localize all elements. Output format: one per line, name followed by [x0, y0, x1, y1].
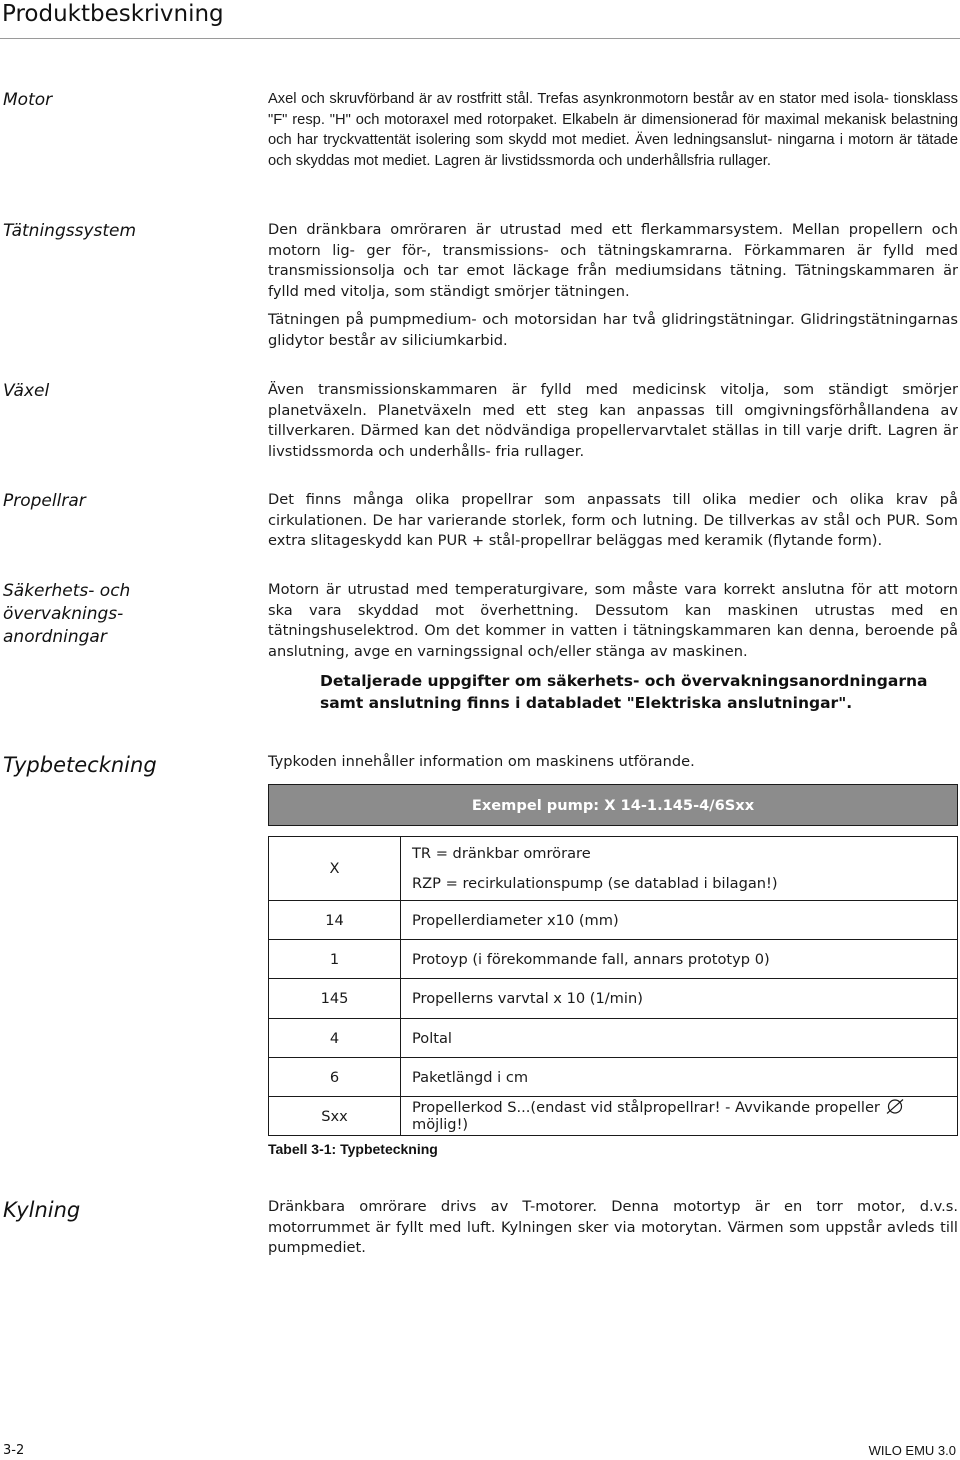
- table-code: 145: [269, 979, 401, 1019]
- table-desc: Paketlängd i cm: [401, 1058, 958, 1097]
- gear-line: fria rullager.: [495, 442, 585, 460]
- sealing-line: glidytor består av siliciumkarbid.: [268, 331, 508, 349]
- typecode-table-header: Exempel pump: X 14-1.145-4/6Sxx: [269, 785, 958, 826]
- table-code: 6: [269, 1058, 401, 1097]
- safety-line: Motorn är utrustad med temperaturgivare, som måste vara korrekt anslutna för att motorn ska vara: [268, 581, 958, 619]
- propellers-text: [268, 490, 958, 552]
- table-desc-line: RZP = recirkulationspump (se datablad i bilagan!): [412, 874, 778, 892]
- section-label-typecode: Typbeteckning: [3, 753, 157, 777]
- safety-line: och/eller stänga av maskinen.: [527, 642, 748, 660]
- table-row: [269, 1058, 958, 1097]
- table-code: 4: [269, 1019, 401, 1058]
- cooling-text: [268, 1197, 958, 1259]
- safety-line: kommer in vatten i tätningskammaren kan denna, beroende på anslutning, avge en varningssignal: [268, 622, 958, 660]
- motor-line: rullager.: [718, 152, 771, 169]
- table-row: [269, 901, 958, 940]
- table-row: [269, 1097, 958, 1136]
- cooling-line: Dränkbara omrörare drivs av T-motorer. Denna motortyp är en torr motor, d.v.s. motorrummet är: [268, 1198, 958, 1236]
- document-name: WILO EMU 3.0: [868, 1443, 956, 1458]
- table-spacer: [269, 826, 958, 837]
- title-rule: [0, 38, 960, 39]
- gear-text: [268, 380, 958, 462]
- table-code: 1: [269, 940, 401, 979]
- gear-line: Även transmissionskammaren är fylld med medicinsk vitolja, som ständigt smörjer planetväxeln.: [268, 381, 958, 419]
- safety-label-line2: anordningar: [3, 627, 107, 647]
- table-desc: [401, 837, 958, 901]
- propellers-line: Det finns många olika propellrar som anpassats till olika medier och olika krav på cirkulationen. De: [268, 491, 958, 529]
- gear-line: Planetväxeln med ett steg kan anpassas till omgivningsförhållandena av tillverkaren. Därmed kan: [268, 401, 958, 440]
- page-number: 3-2: [3, 1443, 25, 1458]
- table-desc-text: möjlig!): [412, 1116, 469, 1133]
- motor-line: tionsklass "F" resp. "H" och motoraxel med rotorpaket. Elkabeln är dimensionerad för maximal: [268, 91, 958, 128]
- table-desc-line: TR = dränkbar omrörare: [412, 844, 591, 862]
- table-caption: Tabell 3-1: Typbeteckning: [268, 1141, 438, 1157]
- table-code: X: [269, 837, 401, 901]
- propellers-line: har varierande storlek, form och lutning. De tillverkas av stål och PUR. Som extra slitageskydd kan: [268, 511, 958, 550]
- typecode-table: [268, 784, 958, 1136]
- sealing-line: emot läckage från mediumsidans tätning. Tätningskammaren är fylld med vitolja, som ständigt: [268, 262, 959, 300]
- gear-line: det nödvändiga propellervarvtalet ställas in till varje drift. Lagren är livstidssmorda och underhålls-: [268, 422, 958, 460]
- table-row: [269, 940, 958, 979]
- safety-note-line2: samt anslutning finns i databladet "Elektriska anslutningar".: [320, 694, 853, 712]
- cooling-line: fyllt med luft. Kylningen sker via motorytan. Värmen som uppstår avleds till pumpmediet.: [268, 1218, 958, 1257]
- motor-text: [268, 89, 958, 171]
- page-title: Produktbeskrivning: [2, 1, 224, 27]
- table-row: [269, 837, 958, 901]
- table-desc: Propellerdiameter x10 (mm): [401, 901, 958, 940]
- table-desc: [401, 1097, 958, 1136]
- sealing-line: Den dränkbara omröraren är utrustad med ett flerkammarsystem. Mellan propellern och motorn lig-: [268, 221, 958, 259]
- safety-note: [320, 670, 940, 714]
- table-row: [269, 979, 958, 1019]
- section-label-cooling: Kylning: [3, 1198, 81, 1222]
- section-label-propellers: Propellrar: [3, 491, 86, 511]
- sealing-text: [268, 220, 958, 352]
- section-label-sealing: Tätningssystem: [3, 221, 137, 241]
- sealing-line: ger för-, transmissions- och tätningskamrarna. Förkammaren är fylld med transmissionsolja och tar: [268, 241, 958, 280]
- sealing-line: Tätningen på pumpmedium- och motorsidan har två glidringstätningar. Glidringstätningarnas: [268, 311, 958, 329]
- safety-label-line1: Säkerhets- och övervaknings-: [3, 581, 131, 624]
- motor-line: Axel och skruvförband är av rostfritt stål. Trefas asynkronmotorn består av en stator med isola-: [268, 91, 889, 107]
- section-label-gear: Växel: [3, 381, 50, 401]
- table-row: [269, 1019, 958, 1058]
- motor-line: ningarna i motorn är tätade och skyddas mot mediet. Lagren är livstidssmorda och underhållsfria: [268, 132, 958, 169]
- safety-text: [268, 580, 958, 662]
- diameter-icon: [886, 1099, 904, 1114]
- table-desc-text: Propellerkod S...(endast vid stålpropellrar! - Avvikande propeller: [412, 1099, 880, 1116]
- safety-line: skyddad mot överhettning. Dessutom kan maskinen utrustas med en tätningshuselektrod. Om det: [268, 601, 959, 640]
- table-code: 14: [269, 901, 401, 940]
- section-label-safety: [3, 580, 253, 649]
- table-desc: Propellerns varvtal x 10 (1/min): [401, 979, 958, 1019]
- section-label-motor: Motor: [3, 90, 53, 110]
- safety-note-line1: Detaljerade uppgifter om säkerhets- och övervakningsanordningarna: [320, 672, 928, 690]
- motor-line: mekanisk belastning och har tryckvattentät isolering som skydd mot mediet. Även ledningsanslut-: [268, 111, 959, 149]
- table-code: Sxx: [269, 1097, 401, 1136]
- typecode-intro: Typkoden innehåller information om maskinens utförande.: [268, 753, 695, 770]
- sealing-line: smörjer tätningen.: [494, 282, 630, 300]
- table-desc: Protoyp (i förekommande fall, annars prototyp 0): [401, 940, 958, 979]
- table-desc: Poltal: [401, 1019, 958, 1058]
- propellers-line: PUR + stål-propellrar beläggas med keramik (flytande form).: [437, 532, 883, 550]
